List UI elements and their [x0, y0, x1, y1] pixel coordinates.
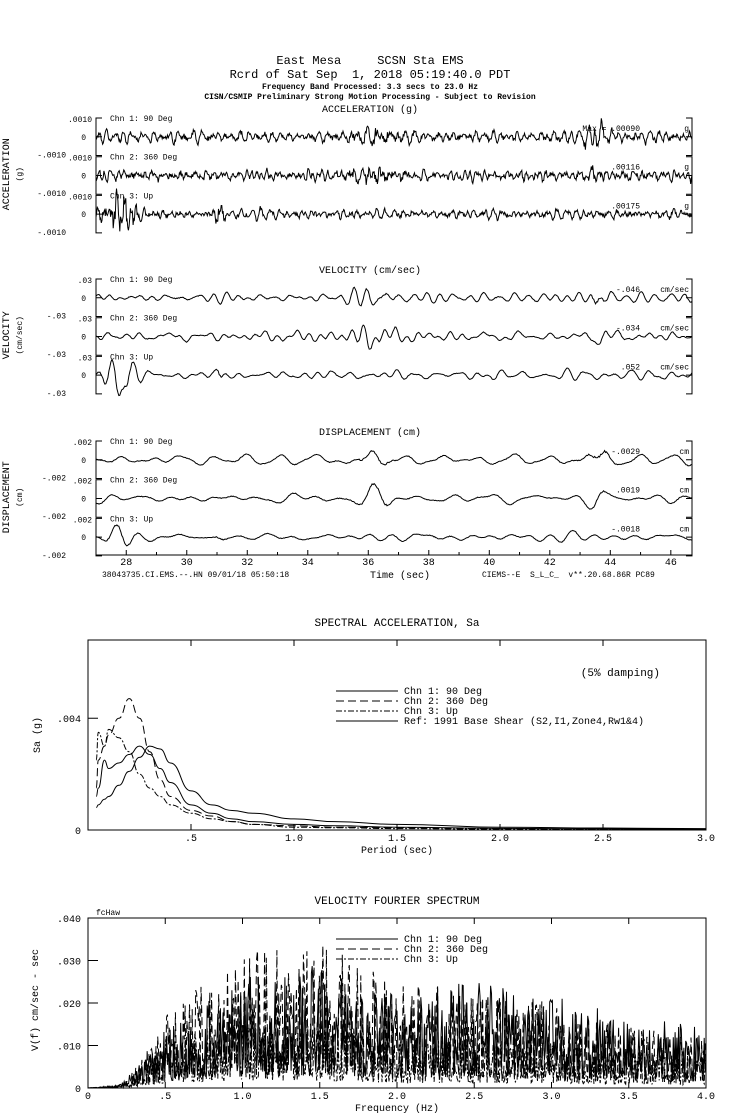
waveform-trace	[96, 118, 692, 149]
time-tick-label: 34	[301, 558, 314, 569]
ytick-top: .0010	[67, 193, 92, 203]
velocity-channel-1	[96, 279, 692, 317]
ytick-bottom: -.03	[46, 312, 66, 322]
ytick-zero: 0	[81, 372, 86, 382]
peak-unit: g	[684, 202, 689, 212]
peak-value: -.034	[615, 324, 640, 334]
x-tick-label: 2.5	[593, 834, 613, 845]
legend-label: Chn 3: Up	[404, 955, 459, 966]
peak-unit: cm/sec	[660, 324, 689, 334]
ytick-zero: 0	[81, 456, 86, 466]
x-tick-label: .5	[159, 1092, 172, 1103]
peak-value: .052	[620, 363, 640, 373]
time-tick-label: 28	[120, 558, 133, 569]
waveform-trace	[96, 451, 692, 466]
time-tick-label: 36	[362, 558, 375, 569]
peak-value: -.0018	[611, 525, 640, 535]
record-datetime: Rcrd of Sat Sep 1, 2018 05:19:40.0 PDT	[229, 68, 511, 82]
sa-curve-chn-3	[96, 729, 706, 829]
sa-curve-chn-4	[96, 746, 706, 828]
x-tick-label: 2.5	[465, 1092, 484, 1103]
channel-label: Chn 2: 360 Deg	[110, 314, 178, 324]
peak-unit: cm	[679, 486, 689, 496]
x-tick-label: 1.0	[233, 1092, 252, 1103]
ytick-zero: 0	[81, 211, 86, 221]
waveform-trace	[96, 165, 692, 185]
channel-frame	[96, 279, 692, 317]
waveform-trace	[96, 189, 692, 232]
channel-label: Chn 2: 360 Deg	[110, 476, 178, 486]
channel-label: Chn 3: Up	[110, 192, 154, 202]
peak-unit: g	[684, 125, 689, 134]
ytick-top: .0010	[67, 154, 92, 164]
waveform-trace	[96, 287, 692, 306]
spectral-acceleration-title: SPECTRAL ACCELERATION, Sa	[314, 618, 480, 630]
fourier-spectrum-title: VELOCITY FOURIER SPECTRUM	[314, 896, 480, 908]
x-tick-label: 4.0	[696, 1092, 716, 1103]
ytick-bottom: -.0010	[37, 151, 66, 161]
time-tick-label: 42	[543, 558, 556, 569]
displacement-channel-3	[96, 518, 692, 556]
ytick-bottom: -.0010	[37, 190, 66, 200]
x-tick-label: 2.0	[490, 834, 510, 845]
y-tick-label: .020	[56, 1000, 81, 1011]
y-tick-label: .004	[56, 715, 81, 727]
ytick-zero: 0	[81, 172, 86, 182]
peak-unit: cm	[679, 525, 689, 535]
damping-note: (5% damping)	[580, 668, 660, 680]
time-tick-label: 44	[604, 558, 617, 569]
ytick-top: .002	[72, 439, 92, 448]
velocity-channel-2	[96, 318, 692, 356]
y-tick-label: 0	[74, 827, 81, 838]
channel-label: Chn 1: 90 Deg	[110, 115, 173, 124]
channel-label: Chn 3: Up	[110, 515, 154, 525]
ytick-zero: 0	[81, 495, 86, 505]
sa-y-axis-title: Sa (g)	[33, 716, 44, 754]
frequency-band: Frequency Band Processed: 3.3 secs to 23.0 Hz	[261, 83, 479, 92]
waveform-trace	[96, 525, 692, 546]
ytick-zero: 0	[81, 133, 86, 143]
peak-value: .00175	[611, 202, 640, 212]
record-id: 38043735.CI.EMS.--.HN 09/01/18 05:50:18	[102, 571, 290, 580]
displacement-title: DISPLACEMENT (cm)	[318, 428, 422, 439]
y-tick-label: .010	[56, 1042, 81, 1054]
channel-label: Chn 3: Up	[110, 353, 154, 363]
acceleration-title: ACCELERATION (g)	[321, 105, 419, 116]
x-tick-label: 1.5	[387, 834, 407, 845]
channel-label: Chn 1: 90 Deg	[110, 276, 173, 285]
sa-curve-chn-1	[96, 746, 706, 829]
peak-value: Max = .00090	[582, 125, 640, 134]
waveform-trace	[96, 360, 692, 396]
velocity-title: VELOCITY (cm/sec)	[318, 266, 422, 277]
processing-id: CIEMS--E S_L_C_ v**.20.68.86R PC89	[482, 571, 655, 580]
processing-note: CISN/CSMIP Preliminary Strong Motion Processing - Subject to Revision	[204, 93, 536, 102]
y-tick-label: 0	[74, 1085, 81, 1096]
time-axis-title: Time (sec)	[369, 571, 431, 582]
ytick-top: .002	[72, 477, 92, 487]
ytick-zero: 0	[81, 294, 86, 304]
legend-label: Chn 1: 90 Deg	[404, 687, 483, 698]
peak-unit: cm	[679, 448, 689, 457]
ytick-top: .03	[77, 277, 92, 286]
x-tick-label: 1.5	[310, 1092, 329, 1103]
displacement-channel-1	[96, 441, 692, 479]
peak-unit: cm/sec	[660, 286, 689, 295]
displacement-unit-label: (cm)	[16, 487, 25, 507]
time-tick-label: 40	[483, 558, 496, 569]
peak-value: .0019	[615, 486, 640, 496]
y-tick-label: .040	[56, 915, 81, 926]
acceleration-channel-1	[96, 118, 692, 156]
velocity-axis-label: VELOCITY	[2, 311, 13, 360]
channel-label: Chn 2: 360 Deg	[110, 153, 178, 163]
time-tick-label: 38	[422, 558, 435, 569]
displacement-channel-2	[96, 480, 692, 518]
legend-label: Chn 2: 360 Deg	[404, 945, 489, 956]
ytick-top: .03	[77, 354, 92, 364]
ytick-zero: 0	[81, 534, 86, 544]
ytick-bottom: -.002	[41, 513, 66, 523]
peak-value: -.0029	[611, 448, 640, 457]
legend-label: Ref: 1991 Base Shear (S2,I1,Zone4,Rw1&4)	[404, 717, 645, 728]
velocity-channel-3	[96, 356, 692, 395]
x-tick-label: 3.0	[542, 1092, 561, 1103]
fourier-spectrum-x-axis-title: Frequency (Hz)	[354, 1104, 440, 1115]
x-tick-label: 0	[84, 1092, 92, 1103]
peak-value: -.046	[615, 286, 640, 295]
peak-unit: g	[684, 163, 689, 173]
peak-value: .00116	[611, 163, 640, 173]
channel-frame	[96, 441, 692, 479]
x-tick-label: 1.0	[284, 834, 304, 845]
ytick-top: .0010	[67, 116, 92, 125]
ytick-bottom: -.002	[41, 551, 66, 561]
time-tick-label: 32	[241, 558, 254, 569]
spectral-acceleration-x-axis-title: Period (sec)	[360, 846, 434, 857]
channel-frame	[96, 518, 692, 556]
velocity-unit-label: (cm/sec)	[16, 316, 25, 355]
x-tick-label: 3.5	[619, 1092, 638, 1103]
channel-label: Chn 1: 90 Deg	[110, 438, 173, 447]
ytick-bottom: -.0010	[37, 228, 66, 238]
x-tick-label: .5	[184, 834, 198, 845]
x-tick-label: 2.0	[387, 1092, 407, 1103]
time-tick-label: 30	[180, 558, 193, 569]
acceleration-channel-2	[96, 157, 692, 195]
acceleration-unit-label: (g)	[16, 167, 25, 182]
waveform-trace	[96, 484, 692, 510]
x-tick-label: 3.0	[696, 834, 716, 845]
fs-y-axis-title: V(f) cm/sec - sec	[31, 948, 42, 1052]
waveform-trace	[96, 325, 692, 349]
time-tick-label: 46	[664, 558, 677, 569]
acceleration-axis-label: ACCELERATION	[2, 138, 13, 211]
ytick-bottom: -.03	[46, 389, 66, 399]
station-title: East Mesa SCSN Sta EMS	[276, 54, 464, 68]
corner-label: fcHaw	[96, 909, 121, 918]
y-tick-label: .030	[56, 957, 81, 969]
legend-label: Chn 2: 360 Deg	[404, 697, 489, 708]
ytick-top: .002	[72, 516, 92, 526]
ytick-bottom: -.002	[41, 474, 66, 484]
ytick-bottom: -.03	[46, 351, 66, 361]
ytick-top: .03	[77, 315, 92, 325]
peak-unit: cm/sec	[660, 363, 689, 373]
legend-label: Chn 3: Up	[404, 707, 459, 718]
acceleration-channel-3	[96, 189, 692, 233]
displacement-axis-label: DISPLACEMENT	[2, 461, 13, 534]
legend-label: Chn 1: 90 Deg	[404, 935, 483, 946]
ytick-zero: 0	[81, 333, 86, 343]
